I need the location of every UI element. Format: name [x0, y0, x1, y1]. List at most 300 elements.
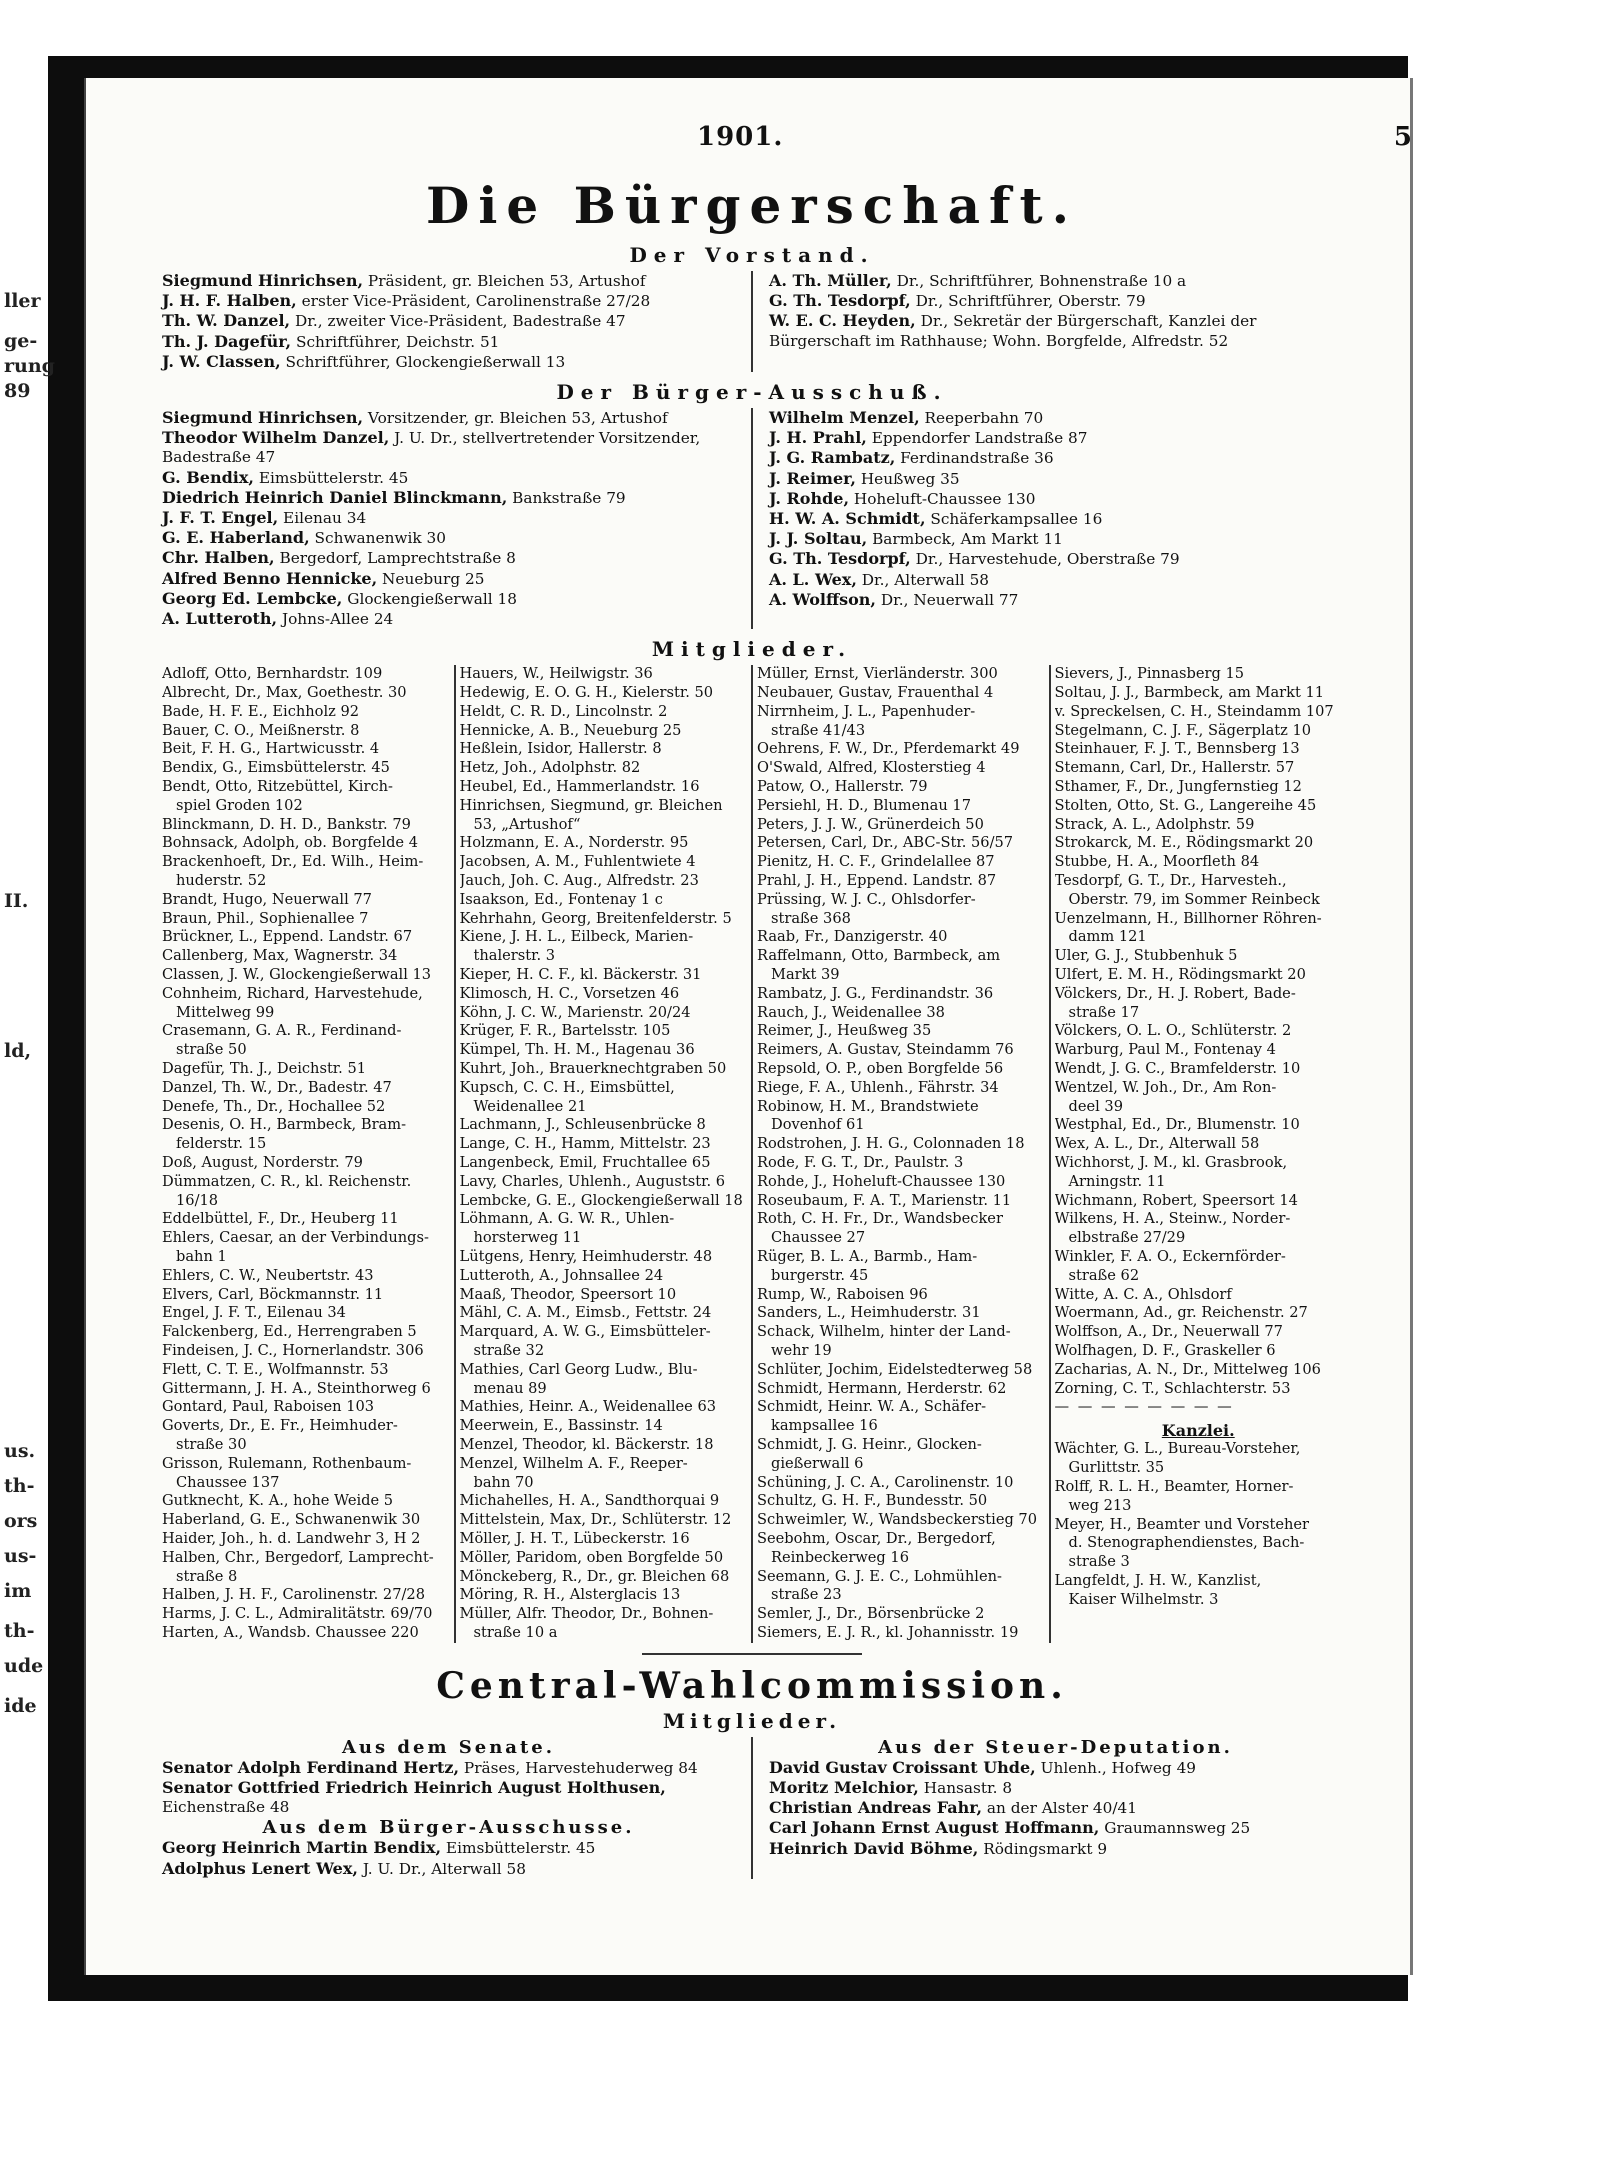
member-line: huderstr. 52 — [176, 872, 267, 890]
central-right-column — [769, 1737, 1342, 1879]
member-line: Bendix, G., Eimsbüttelerstr. 45 — [162, 759, 390, 777]
ausschuss-entry-name: Wilhelm Menzel, — [769, 408, 920, 428]
buerger-entry-detail: Eimsbüttelerstr. 45 — [441, 1839, 596, 1858]
member-line: Hetz, Joh., Adolphstr. 82 — [459, 759, 641, 777]
member-line: Reimers, A. Gustav, Steindamm 76 — [757, 1041, 1014, 1059]
member-line: Halben, J. H. F., Carolinenstr. 27/28 — [162, 1586, 425, 1604]
ausschuss-entry-name: G. Bendix, — [162, 467, 254, 487]
member-line: Kiene, J. H. L., Eilbeck, Marien- — [459, 928, 694, 946]
member-line: Bohnsack, Adolph, ob. Borgfelde 4 — [162, 834, 418, 852]
member-line: Bendt, Otto, Ritzebüttel, Kirch- — [162, 778, 393, 796]
member-line: Kehrhahn, Georg, Breitenfelderstr. 5 — [459, 909, 732, 927]
vorstand-entry-name: J. W. Classen, — [162, 351, 281, 371]
ausschuss-entry-name: Georg Ed. Lembcke, — [162, 588, 343, 608]
member-line: Ehlers, C. W., Neubertstr. 43 — [162, 1266, 374, 1284]
member-line: Patow, O., Hallerstr. 79 — [757, 778, 928, 796]
member-line: straße 62 — [1068, 1266, 1140, 1284]
vorstand-entry — [162, 291, 735, 311]
vorstand-left-column — [162, 271, 735, 372]
member-line: Schweimler, W., Wandsbeckerstieg 70 — [757, 1511, 1038, 1529]
steuer-entry-name: Moritz Melchior, — [769, 1777, 919, 1797]
ausschuss-left-column — [162, 408, 735, 629]
member-line: Halben, Chr., Bergedorf, Lamprecht- — [162, 1548, 434, 1566]
ausschuss-entry-detail: Vorsitzender, gr. Bleichen 53, Artushof — [363, 409, 668, 428]
ausschuss-entry-detail: Dr., Alterwall 58 — [856, 570, 990, 589]
member-line: straße 368 — [771, 909, 851, 927]
member-line: Zorning, C. T., Schlachterstr. 53 — [1054, 1379, 1291, 1397]
member-line: Chaussee 27 — [771, 1229, 866, 1247]
member-line: Denefe, Th., Dr., Hochallee 52 — [162, 1097, 386, 1115]
kanzlei-line: Wächter, G. L., Bureau-Vorsteher, — [1054, 1440, 1301, 1458]
member-line: Löhmann, A. G. W. R., Uhlen- — [459, 1210, 675, 1228]
member-line: Crasemann, G. A. R., Ferdinand- — [162, 1022, 402, 1040]
buerger-entry — [162, 1859, 735, 1879]
ausschuss-entry-detail: Heußweg 35 — [855, 469, 960, 488]
senat-entry-name: Senator Gottfried Friedrich Heinrich August Holthusen, — [162, 1777, 666, 1797]
member-line: Ehlers, Caesar, an der Verbindungs- — [162, 1229, 429, 1247]
member-line: Hedewig, E. O. G. H., Kielerstr. 50 — [459, 684, 714, 702]
member-line: Uler, G. J., Stubbenhuk 5 — [1054, 947, 1238, 965]
member-line: straße 50 — [176, 1041, 247, 1059]
member-line: Mittelstein, Max, Dr., Schlüterstr. 12 — [459, 1511, 732, 1529]
senat-entry-detail: Eichenstraße 48 — [162, 1798, 290, 1817]
member-line: Völckers, O. L. O., Schlüterstr. 2 — [1054, 1022, 1292, 1040]
member-line: Tesdorpf, G. T., Dr., Harvesteh., — [1054, 872, 1287, 890]
margin-fragment: II. — [4, 890, 29, 912]
buerger-entry-detail: J. U. Dr., Alterwall 58 — [357, 1859, 526, 1878]
ausschuss-heading: Der Bürger-Ausschuß. — [556, 380, 948, 405]
margin-fragment: ors — [4, 1510, 38, 1532]
member-line: Strokarck, M. E., Rödingsmarkt 20 — [1054, 834, 1314, 852]
vorstand-entry-name: Th. W. Danzel, — [162, 311, 291, 331]
member-line: Lütgens, Henry, Heimhuderstr. 48 — [459, 1247, 713, 1265]
member-line: v. Spreckelsen, C. H., Steindamm 107 — [1054, 702, 1334, 720]
vorstand-entry-detail: Dr., Schriftführer, Oberstr. 79 — [910, 292, 1146, 311]
ausschuss-entry-name: Chr. Halben, — [162, 548, 275, 568]
member-line: Nirrnheim, J. L., Papenhuder- — [757, 702, 976, 720]
central-title: Central-Wahlcommission. — [436, 1664, 1068, 1707]
member-line: burgerstr. 45 — [771, 1266, 869, 1284]
margin-fragment: ller — [4, 290, 41, 312]
member-line: Stemann, Carl, Dr., Hallerstr. 57 — [1054, 759, 1295, 777]
member-line: Heldt, C. R. D., Lincolnstr. 2 — [459, 702, 668, 720]
member-line: Lachmann, J., Schleusenbrücke 8 — [459, 1116, 706, 1134]
member-line: Prüssing, W. J. C., Ohlsdorfer- — [757, 890, 976, 908]
vorstand-entry-detail: Schriftführer, Deichstr. 51 — [291, 332, 500, 351]
ausschuss-entry-detail: Eilenau 34 — [278, 509, 367, 528]
member-line: Arningstr. 11 — [1068, 1172, 1166, 1190]
member-line: Rauch, J., Weidenallee 38 — [757, 1003, 945, 1021]
member-line: Lange, C. H., Hamm, Mittelstr. 23 — [459, 1135, 711, 1153]
member-line: Witte, A. C. A., Ohlsdorf — [1054, 1285, 1232, 1303]
member-line: Petersen, Carl, Dr., ABC-Str. 56/57 — [757, 834, 1014, 852]
member-line: Mähl, C. A. M., Eimsb., Fettstr. 24 — [459, 1304, 712, 1322]
member-line: Semler, J., Dr., Börsenbrücke 2 — [757, 1605, 985, 1623]
member-line: Wolfhagen, D. F., Graskeller 6 — [1054, 1341, 1276, 1359]
member-line: Rohde, J., Hoheluft-Chaussee 130 — [757, 1172, 1006, 1190]
member-line: Siemers, E. J. R., kl. Johannisstr. 19 — [757, 1623, 1019, 1641]
member-line: Dümmatzen, C. R., kl. Reichenstr. — [162, 1172, 412, 1190]
buerger-entry — [162, 1838, 735, 1858]
ausschuss-entry-detail: Hoheluft-Chaussee 130 — [849, 489, 1036, 508]
member-line: Adloff, Otto, Bernhardstr. 109 — [162, 665, 383, 683]
member-line: 53, „Artushof“ — [473, 815, 581, 833]
scan-edge-bottom — [48, 1975, 1408, 2001]
vorstand-entry-detail: Dr., Sekretär der Bürgerschaft, Kanzlei der Bürgerschaft im Rathhause; Wohn. Borgfelde, Alfredstr. 52 — [769, 312, 1257, 350]
column-divider — [1049, 665, 1051, 1642]
member-line: Braun, Phil., Sophienallee 7 — [162, 909, 369, 927]
member-line: Sievers, J., Pinnasberg 15 — [1054, 665, 1245, 683]
member-line: Wichhorst, J. M., kl. Grasbrook, — [1054, 1153, 1288, 1171]
ausschuss-entry-detail: Eppendorfer Landstraße 87 — [866, 429, 1088, 448]
senat-entry-detail: Präses, Harvestehuderweg 84 — [459, 1758, 698, 1777]
member-line: Dagefür, Th. J., Deichstr. 51 — [162, 1059, 367, 1077]
ausschuss-entry-name: J. F. T. Engel, — [162, 508, 279, 528]
member-line: Prahl, J. H., Eppend. Landstr. 87 — [757, 872, 997, 890]
steuer-entry — [769, 1839, 1342, 1859]
ausschuss-entry-detail: J. U. Dr., stellvertretender Vorsitzender, Badestraße 47 — [162, 429, 701, 467]
vorstand-section — [162, 271, 1342, 372]
steuer-entry-name: Christian Andreas Fahr, — [769, 1798, 983, 1818]
ausschuss-entry — [769, 489, 1342, 509]
member-line: Schmidt, J. G. Heinr., Glocken- — [757, 1435, 982, 1453]
member-line: Harms, J. C. L., Admiralitätstr. 69/70 — [162, 1605, 433, 1623]
member-line: Winkler, F. A. O., Eckernförder- — [1054, 1247, 1286, 1265]
member-line: Strack, A. L., Adolphstr. 59 — [1054, 815, 1255, 833]
vorstand-entry — [162, 352, 735, 372]
member-line: Wilkens, H. A., Steinw., Norder- — [1054, 1210, 1291, 1228]
member-line: Rump, W., Raboisen 96 — [757, 1285, 928, 1303]
ausschuss-entry — [162, 589, 735, 609]
page-content — [162, 122, 1412, 1879]
member-line: Gittermann, J. H. A., Steinthorweg 6 — [162, 1379, 431, 1397]
member-line: Pienitz, H. C. F., Grindelallee 87 — [757, 853, 995, 871]
scan-edge-left — [48, 56, 84, 2001]
member-line: Doß, August, Norderstr. 79 — [162, 1153, 363, 1171]
member-line: Hinrichsen, Siegmund, gr. Bleichen — [459, 796, 723, 814]
kanzlei-line: straße 3 — [1068, 1553, 1130, 1571]
member-line: Raab, Fr., Danzigerstr. 40 — [757, 928, 948, 946]
central-subtitle: Mitglieder. — [662, 1708, 842, 1733]
mitglieder-column-2 — [460, 665, 748, 1642]
member-line: Roth, C. H. Fr., Dr., Wandsbecker — [757, 1210, 1003, 1228]
member-line: Rodstrohen, J. H. G., Colonnaden 18 — [757, 1135, 1025, 1153]
ausschuss-entry-detail: Bergedorf, Lamprechtstraße 8 — [274, 549, 516, 568]
ausschuss-right-column — [769, 408, 1342, 629]
member-line: Müller, Ernst, Vierländerstr. 300 — [757, 665, 998, 683]
margin-fragment: ld, — [4, 1040, 32, 1062]
member-line: Weidenallee 21 — [473, 1097, 587, 1115]
vorstand-entry — [162, 271, 735, 291]
member-line: Mathies, Heinr. A., Weidenallee 63 — [459, 1398, 717, 1416]
member-line: straße 32 — [473, 1341, 545, 1359]
ausschuss-entry-detail: Reeperbahn 70 — [919, 409, 1044, 428]
member-line: Seemann, G. J. E. C., Lohmühlen- — [757, 1567, 1002, 1585]
steuer-entry-name: David Gustav Croissant Uhde, — [769, 1757, 1036, 1777]
member-line: Beit, F. H. G., Hartwicusstr. 4 — [162, 740, 380, 758]
member-line: Grisson, Rulemann, Rothenbaum- — [162, 1454, 412, 1472]
member-line: Flett, C. T. E., Wolfmannstr. 53 — [162, 1360, 389, 1378]
ausschuss-entry-detail: Eimsbüttelerstr. 45 — [253, 468, 409, 487]
senat-entry — [162, 1778, 735, 1817]
member-line: elbstraße 27/29 — [1068, 1229, 1186, 1247]
ausschuss-entry-detail: Barmbeck, Am Markt 11 — [867, 530, 1063, 549]
vorstand-entry — [769, 291, 1342, 311]
central-left-column — [162, 1737, 735, 1879]
member-line: Holzmann, E. A., Norderstr. 95 — [459, 834, 689, 852]
ausschuss-entry-name: A. Wolffson, — [769, 589, 876, 609]
member-line: Woermann, Ad., gr. Reichenstr. 27 — [1054, 1304, 1308, 1322]
member-line: Zacharias, A. N., Dr., Mittelweg 106 — [1054, 1360, 1321, 1378]
ausschuss-entry — [769, 509, 1342, 529]
steuer-entry-detail: Hansastr. 8 — [918, 1778, 1013, 1797]
member-line: Müller, Alfr. Theodor, Dr., Bohnen- — [459, 1605, 714, 1623]
member-line: Eddelbüttel, F., Dr., Heuberg 11 — [162, 1210, 399, 1228]
margin-fragment: th- — [4, 1620, 35, 1642]
mitglieder-heading: Mitglieder. — [651, 637, 853, 662]
member-line: Mittelweg 99 — [176, 1003, 275, 1021]
member-line: Wolffson, A., Dr., Neuerwall 77 — [1054, 1323, 1283, 1341]
member-line: O'Swald, Alfred, Klosterstieg 4 — [757, 759, 986, 777]
member-line: Gutknecht, K. A., hohe Weide 5 — [162, 1492, 394, 1510]
ausschuss-entry-name: Siegmund Hinrichsen, — [162, 408, 364, 428]
member-line: Blinckmann, D. H. D., Bankstr. 79 — [162, 815, 411, 833]
member-line: Lutteroth, A., Johnsallee 24 — [459, 1266, 664, 1284]
mitglieder-column-4 — [1055, 665, 1343, 1642]
vorstand-entry — [162, 332, 735, 352]
member-line: Ulfert, E. M. H., Rödingsmarkt 20 — [1054, 966, 1306, 983]
member-line: Uenzelmann, H., Billhorner Röhren- — [1054, 909, 1322, 927]
ausschuss-entry-name: H. W. A. Schmidt, — [769, 509, 926, 529]
member-line: Möller, Paridom, oben Borgfelde 50 — [459, 1548, 724, 1566]
member-line: Kuhrt, Joh., Brauerknechtgraben 50 — [459, 1059, 727, 1077]
mitglieder-column-4-list — [1055, 665, 1343, 1398]
member-line: Riege, F. A., Uhlenh., Fährstr. 34 — [757, 1078, 999, 1096]
ausschuss-entry — [162, 528, 735, 548]
member-line: 16/18 — [176, 1191, 219, 1209]
kanzlei-line: d. Stenographendienstes, Bach- — [1068, 1534, 1305, 1552]
kanzlei-line: Kaiser Wilhelmstr. 3 — [1068, 1590, 1219, 1608]
member-line: straße 23 — [771, 1586, 842, 1604]
member-line: Schultz, G. H. F., Bundesstr. 50 — [757, 1492, 988, 1510]
member-line: Meerwein, E., Bassinstr. 14 — [459, 1417, 663, 1435]
member-line: Soltau, J. J., Barmbeck, am Markt 11 — [1054, 684, 1325, 702]
ausschuss-entry-detail: Schäferkampsallee 16 — [925, 510, 1103, 529]
member-line: Wex, A. L., Dr., Alterwall 58 — [1054, 1135, 1260, 1153]
vorstand-entry-detail: erster Vice-Präsident, Carolinenstraße 27/28 — [296, 292, 651, 311]
ausschuss-entry-name: G. Th. Tesdorpf, — [769, 549, 911, 569]
kanzlei-line: Rolff, R. L. H., Beamter, Horner- — [1054, 1477, 1294, 1495]
member-line: Seebohm, Oscar, Dr., Bergedorf, — [757, 1529, 996, 1547]
member-line: Isaakson, Ed., Fontenay 1 c — [459, 890, 663, 908]
member-line: Elvers, Carl, Böckmannstr. 11 — [162, 1285, 384, 1303]
member-line: Chaussee 137 — [176, 1473, 280, 1491]
steuer-entry-name: Carl Johann Ernst August Hoffmann, — [769, 1818, 1100, 1838]
steuer-entry-name: Heinrich David Böhme, — [769, 1838, 979, 1858]
kanzlei-heading: Kanzlei. — [1161, 1421, 1235, 1441]
scan-edge-top — [48, 56, 1408, 78]
kanzlei-line: Meyer, H., Beamter und Vorsteher — [1054, 1515, 1310, 1533]
member-line: Falckenberg, Ed., Herrengraben 5 — [162, 1323, 417, 1341]
member-line: Oberstr. 79, im Sommer Reinbeck — [1068, 890, 1320, 908]
ausschuss-entry — [162, 508, 735, 528]
member-line: Stubbe, H. A., Moorfleth 84 — [1054, 853, 1260, 871]
vorstand-entry-detail: Schriftführer, Glockengießerwall 13 — [280, 352, 566, 371]
vorstand-entry — [162, 311, 735, 331]
steuer-list — [769, 1758, 1342, 1859]
member-line: Stegelmann, C. J. F., Sägerplatz 10 — [1054, 721, 1312, 739]
dash-line: — — — — — — — — — [1054, 1398, 1234, 1416]
mitglieder-section — [162, 665, 1342, 1642]
member-line: Repsold, O. P., oben Borgfelde 56 — [757, 1059, 1004, 1077]
member-line: Haider, Joh., h. d. Landwehr 3, H 2 — [162, 1529, 421, 1547]
ausschuss-entry — [769, 549, 1342, 569]
member-line: Raffelmann, Otto, Barmbeck, am — [757, 947, 1001, 965]
vorstand-entry-name: A. Th. Müller, — [769, 271, 892, 290]
member-line: Schack, Wilhelm, hinter der Land- — [757, 1323, 1011, 1341]
member-line: Menzel, Wilhelm A. F., Reeper- — [459, 1454, 688, 1472]
column-divider — [454, 665, 456, 1642]
column-divider — [751, 271, 753, 372]
member-line: Heßlein, Isidor, Hallerstr. 8 — [459, 740, 662, 758]
member-line: Reinbeckerweg 16 — [771, 1548, 909, 1566]
member-line: Kümpel, Th. H. M., Hagenau 36 — [459, 1041, 695, 1059]
ausschuss-entry-name: J. Rohde, — [769, 488, 850, 508]
vorstand-entry-name: J. H. F. Halben, — [162, 291, 297, 311]
member-line: Goverts, Dr., E. Fr., Heimhuder- — [162, 1417, 398, 1435]
member-line: Völckers, Dr., H. J. Robert, Bade- — [1054, 984, 1296, 1002]
member-line: Maaß, Theodor, Speersort 10 — [459, 1285, 677, 1303]
member-line: Cohnheim, Richard, Harvestehude, — [162, 984, 423, 1002]
member-line: straße 41/43 — [771, 721, 866, 739]
member-line: Kieper, H. C. F., kl. Bäckerstr. 31 — [459, 966, 702, 983]
member-line: Wendt, J. G. C., Bramfelderstr. 10 — [1054, 1059, 1301, 1077]
member-line: Sthamer, F., Dr., Jungfernstieg 12 — [1054, 778, 1302, 796]
margin-fragment: us- — [4, 1545, 37, 1567]
ausschuss-entry-name: Diedrich Heinrich Daniel Blinckmann, — [162, 487, 508, 507]
member-line: Harten, A., Wandsb. Chaussee 220 — [162, 1623, 419, 1641]
member-line: straße 30 — [176, 1435, 247, 1453]
ausschuss-entry — [162, 488, 735, 508]
ausschuss-entry — [162, 548, 735, 568]
member-line: Wichmann, Robert, Speersort 14 — [1054, 1191, 1298, 1209]
member-line: Danzel, Th. W., Dr., Badestr. 47 — [162, 1078, 392, 1096]
member-line: Desenis, O. H., Barmbeck, Bram- — [162, 1116, 407, 1134]
vorstand-entry-detail: Dr., Schriftführer, Bohnenstraße 10 a — [891, 272, 1187, 290]
ausschuss-entry-name: Alfred Benno Hennicke, — [162, 568, 378, 588]
ausschuss-entry-detail: Dr., Harvestehude, Oberstraße 79 — [910, 550, 1180, 569]
vorstand-entry-detail: Dr., zweiter Vice-Präsident, Badestraße 47 — [290, 312, 626, 331]
member-line: Schmidt, Heinr. W. A., Schäfer- — [757, 1398, 987, 1416]
ausschuss-entry-name: J. Reimer, — [769, 468, 856, 488]
ausschuss-entry — [162, 428, 735, 467]
member-line: Oehrens, F. W., Dr., Pferdemarkt 49 — [757, 740, 1020, 758]
member-line: Robinow, H. M., Brandstwiete — [757, 1097, 979, 1115]
member-line: Classen, J. W., Glockengießerwall 13 — [162, 966, 432, 983]
kanzlei-list — [1055, 1440, 1343, 1609]
member-line: Langenbeck, Emil, Fruchtallee 65 — [459, 1153, 711, 1171]
member-line: Haberland, G. E., Schwanenwik 30 — [162, 1511, 421, 1529]
ausschuss-entry-detail: Dr., Neuerwall 77 — [875, 590, 1019, 609]
member-line: Jacobsen, A. M., Fuhlentwiete 4 — [459, 853, 696, 871]
member-line: Hauers, W., Heilwigstr. 36 — [459, 665, 653, 683]
ausschuss-entry — [162, 569, 735, 589]
member-line: Albrecht, Dr., Max, Goethestr. 30 — [162, 684, 407, 702]
member-line: straße 17 — [1068, 1003, 1140, 1021]
margin-fragment: us. — [4, 1440, 36, 1462]
member-line: Mathies, Carl Georg Ludw., Blu- — [459, 1360, 698, 1378]
member-line: straße 8 — [176, 1567, 238, 1585]
margin-fragment: ude — [4, 1655, 44, 1677]
member-line: wehr 19 — [771, 1341, 832, 1359]
ausschuss-entry-name: A. Lutteroth, — [162, 609, 278, 629]
kanzlei-line: Gurlittstr. 35 — [1068, 1459, 1165, 1477]
member-line: Dovenhof 61 — [771, 1116, 865, 1134]
ausschuss-entry — [769, 529, 1342, 549]
member-line: horsterweg 11 — [473, 1229, 582, 1247]
steuer-entry — [769, 1778, 1342, 1798]
member-line: felderstr. 15 — [176, 1135, 267, 1153]
margin-fragment: th- — [4, 1475, 35, 1497]
member-line: Marquard, A. W. G., Eimsbütteler- — [459, 1323, 711, 1341]
kanzlei-line: Langfeldt, J. H. W., Kanzlist, — [1054, 1571, 1262, 1589]
member-line: Sanders, L., Heimhuderstr. 31 — [757, 1304, 981, 1322]
member-line: Peters, J. J. W., Grünerdeich 50 — [757, 815, 984, 833]
member-line: bahn 1 — [176, 1247, 227, 1265]
ausschuss-entry — [769, 428, 1342, 448]
ausschuss-entry-name: J. G. Rambatz, — [769, 448, 896, 468]
steuer-entry-detail: Uhlenh., Hofweg 49 — [1035, 1758, 1197, 1777]
member-line: Neubauer, Gustav, Frauenthal 4 — [757, 684, 994, 702]
ausschuss-entry-detail: Ferdinandstraße 36 — [895, 449, 1054, 468]
ausschuss-entry-detail: Glockengießerwall 18 — [342, 589, 517, 608]
mitglieder-column-3 — [757, 665, 1045, 1642]
ausschuss-entry — [769, 408, 1342, 428]
margin-fragment: ge- — [4, 330, 38, 352]
member-line: Möller, J. H. T., Lübeckerstr. 16 — [459, 1529, 690, 1547]
steuer-heading: Aus der Steuer-Deputation. — [878, 1736, 1233, 1758]
member-line: Bade, H. F. E., Eichholz 92 — [162, 702, 360, 720]
ausschuss-entry-name: G. E. Haberland, — [162, 528, 310, 548]
member-line: Roseubaum, F. A. T., Marienstr. 11 — [757, 1191, 1012, 1209]
senat-list — [162, 1758, 735, 1818]
member-line: Schüning, J. C. A., Carolinenstr. 10 — [757, 1473, 1014, 1491]
vorstand-entry-name: W. E. C. Heyden, — [769, 311, 916, 331]
column-divider — [751, 1737, 753, 1879]
ausschuss-entry — [769, 590, 1342, 610]
ausschuss-entry — [162, 468, 735, 488]
member-line: Persiehl, H. D., Blumenau 17 — [757, 796, 971, 814]
steuer-entry — [769, 1818, 1342, 1838]
member-line: thalerstr. 3 — [473, 947, 556, 965]
ausschuss-entry-name: J. J. Soltau, — [769, 529, 868, 549]
member-line: Rode, F. G. T., Dr., Paulstr. 3 — [757, 1153, 964, 1171]
member-line: Schmidt, Hermann, Herderstr. 62 — [757, 1379, 1007, 1397]
member-line: Hennicke, A. B., Neueburg 25 — [459, 721, 682, 739]
senat-heading: Aus dem Senate. — [341, 1736, 556, 1758]
vorstand-entry — [769, 311, 1342, 350]
member-line: Menzel, Theodor, kl. Bäckerstr. 18 — [459, 1435, 714, 1453]
buerger-entry-name: Adolphus Lenert Wex, — [162, 1858, 358, 1878]
page-title: Die Bürgerschaft. — [426, 176, 1078, 235]
member-line: Westphal, Ed., Dr., Blumenstr. 10 — [1054, 1116, 1300, 1134]
member-line: Engel, J. F. T., Eilenau 34 — [162, 1304, 346, 1322]
member-line: Möring, R. H., Alsterglacis 13 — [459, 1586, 681, 1604]
steuer-entry-detail: an der Alster 40/41 — [982, 1799, 1137, 1818]
page-number: 5 — [1393, 122, 1412, 152]
ausschuss-entry-name: A. L. Wex, — [769, 569, 857, 589]
page-header — [162, 122, 1412, 162]
